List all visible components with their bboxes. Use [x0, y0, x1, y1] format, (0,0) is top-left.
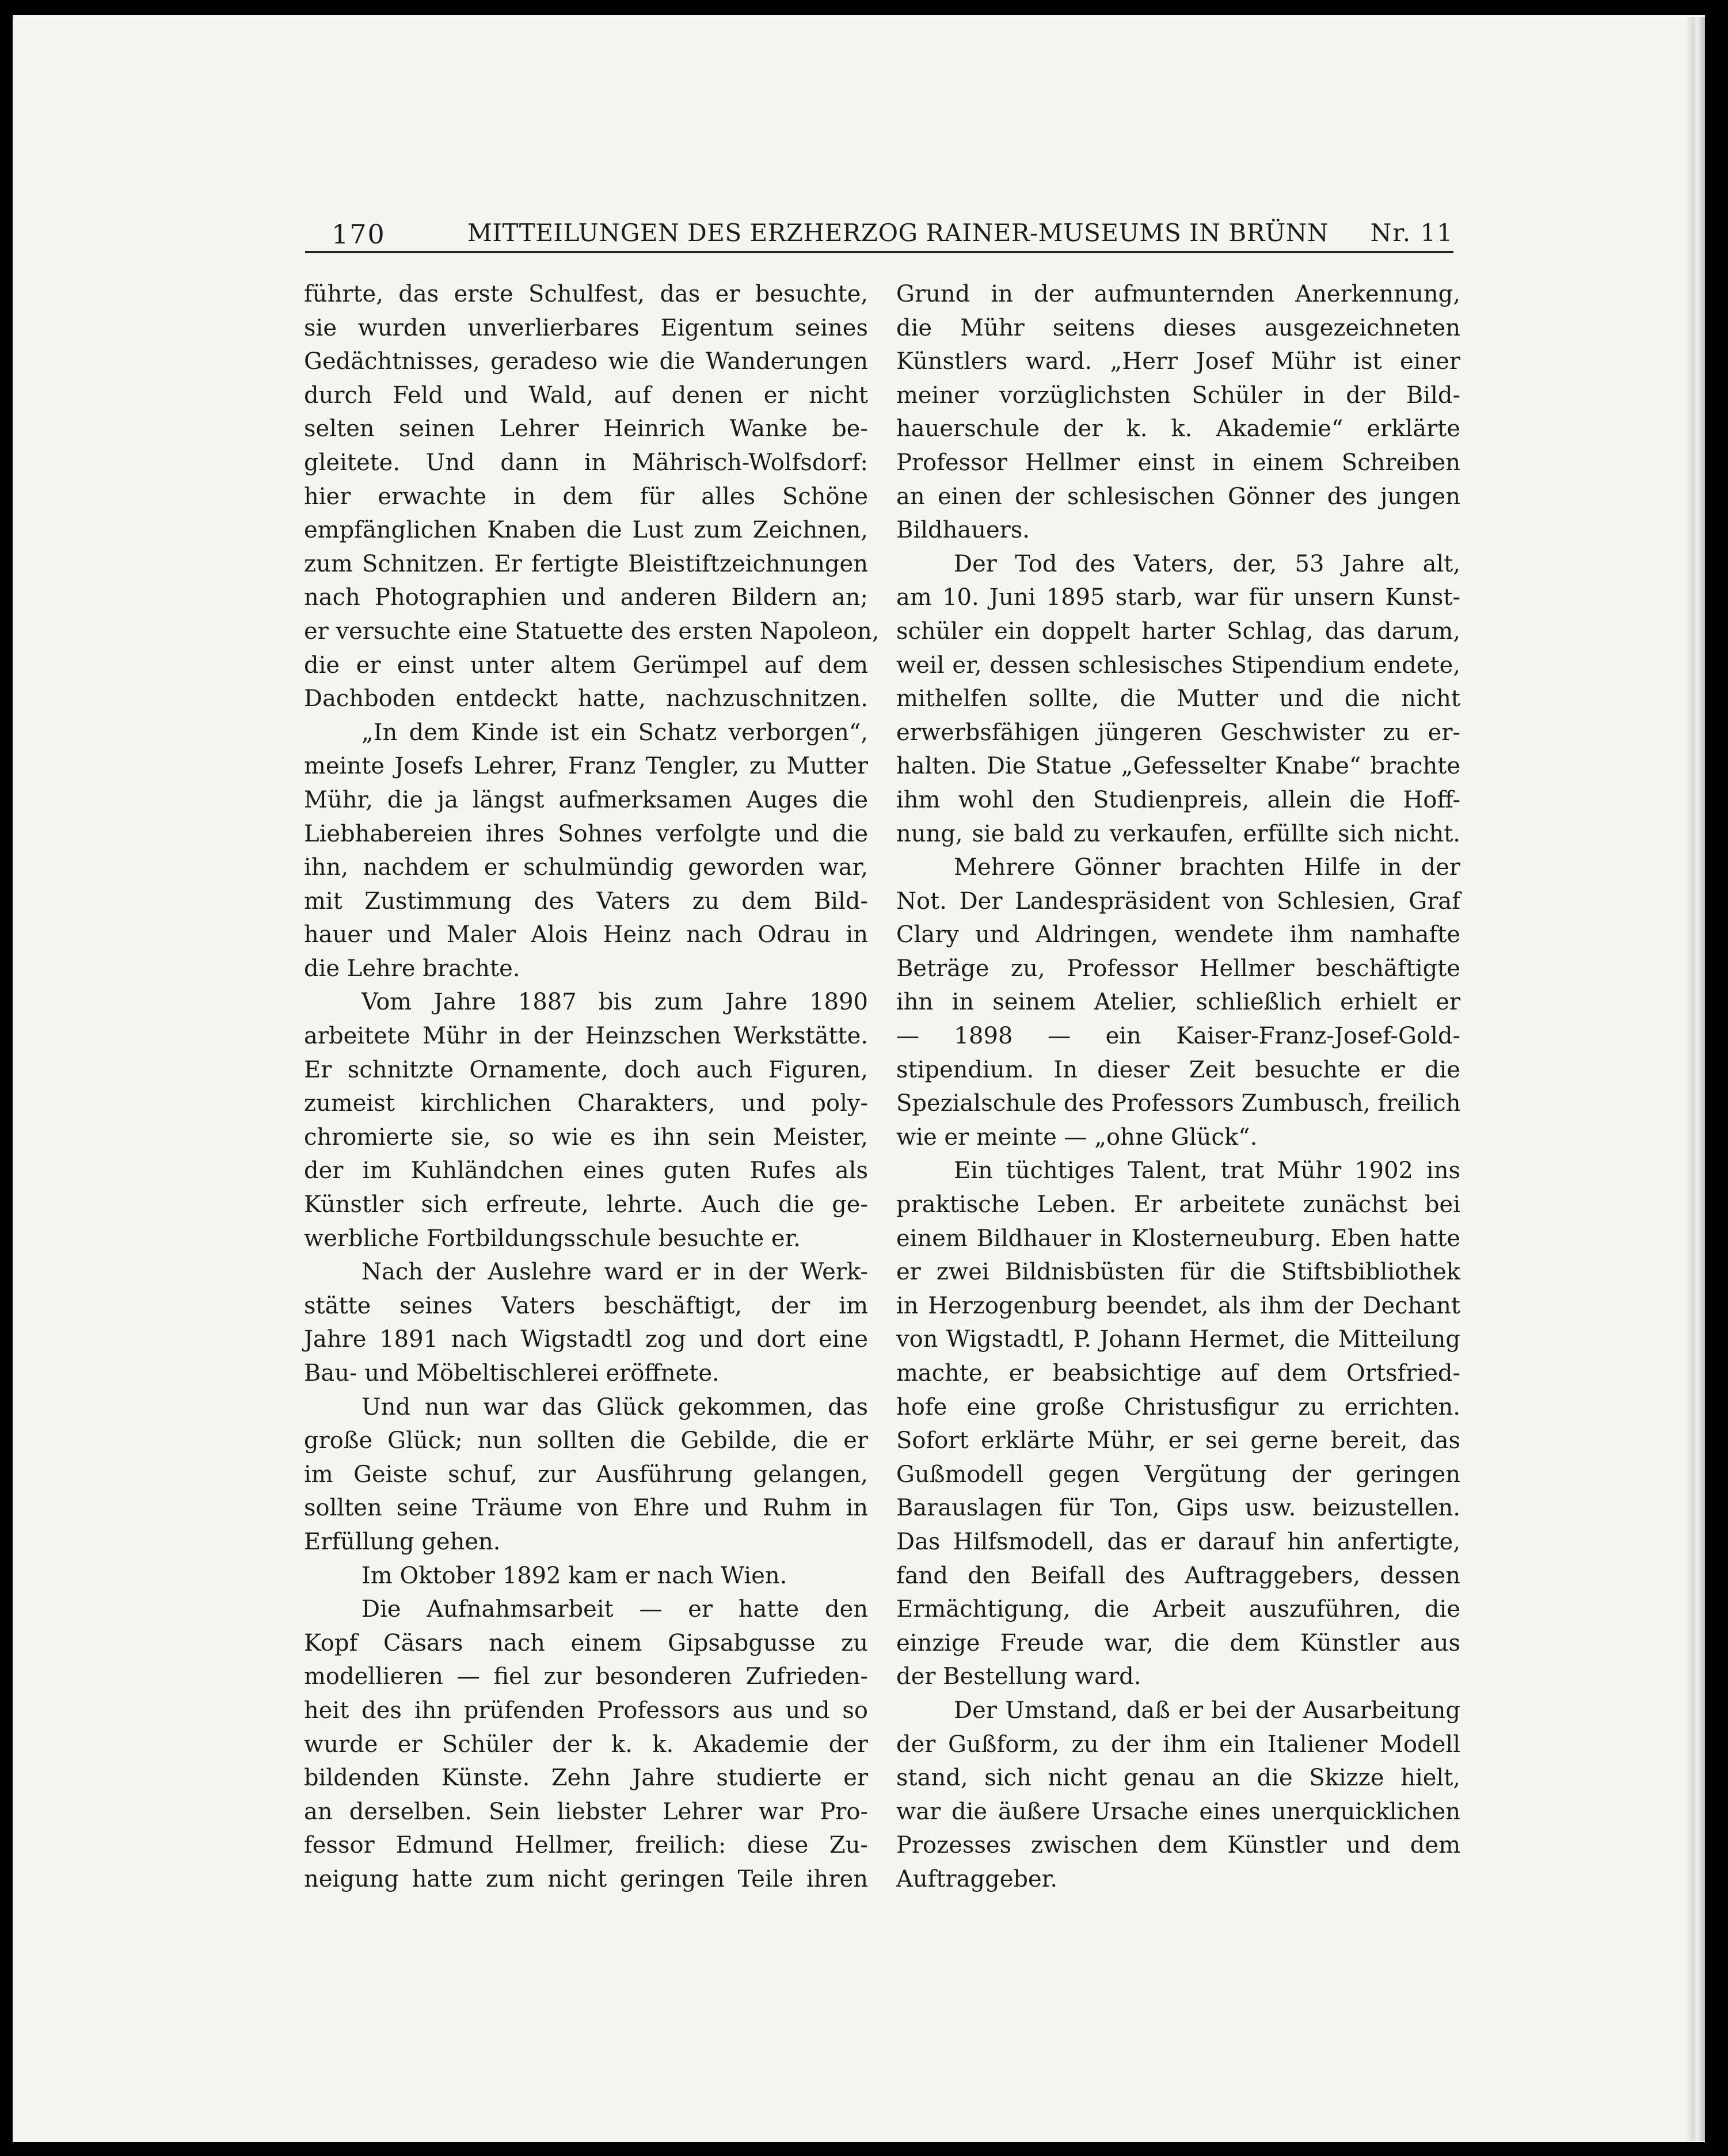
text-line: Kopf Cäsars nach einem Gipsabgusse zu: [304, 1629, 868, 1656]
text-line: zumeist kirchlichen Charakters, und poly-: [304, 1090, 868, 1117]
text-line: Liebhabereien ihres Sohnes verfolgte und die: [304, 820, 868, 847]
text-line: Künstler sich erfreute, lehrte. Auch die ge-: [304, 1191, 868, 1218]
text-line: Clary und Aldringen, wendete ihm namhafte: [896, 921, 1460, 949]
text-line: heit des ihn prüfenden Professors aus und so: [304, 1697, 868, 1724]
scan-top-edge: [576, 0, 1140, 14]
text-line: er zwei Bildnisbüsten für die Stiftsbibliothek: [896, 1259, 1460, 1286]
text-line: die Mühr seitens dieses ausgezeichneten: [896, 314, 1460, 341]
text-line: mit Zustimmung des Vaters zu dem Bild-: [304, 887, 868, 915]
text-line: empfänglichen Knaben die Lust zum Zeichnen,: [304, 517, 868, 544]
text-line: der Gußform, zu der ihm ein Italiener Modell: [896, 1731, 1460, 1758]
text-line: Die Aufnahmsarbeit — er hatte den: [361, 1596, 868, 1623]
text-line: werbliche Fortbildungsschule besuchte er.: [304, 1225, 801, 1252]
text-line: wie er meinte — „ohne Glück“.: [896, 1123, 1258, 1151]
text-line: Der Umstand, daß er bei der Ausarbeitung: [954, 1697, 1460, 1724]
text-line: der im Kuhländchen eines guten Rufes als: [304, 1157, 868, 1184]
text-line: im Geiste schuf, zur Ausführung gelangen,: [304, 1461, 868, 1488]
text-line: Gußmodell gegen Vergütung der geringen: [896, 1461, 1460, 1488]
text-line: Erfüllung gehen.: [304, 1528, 501, 1555]
text-line: ihn in seinem Atelier, schließlich erhielt er: [896, 989, 1460, 1016]
page-edge-shadow: [1685, 17, 1705, 2141]
text-line: ihn, nachdem er schulmündig geworden war,: [304, 854, 868, 881]
text-line: Das Hilfsmodell, das er darauf hin anfertigte,: [896, 1528, 1460, 1555]
text-line: fessor Edmund Hellmer, freilich: diese Zu-: [304, 1832, 868, 1859]
text-line: nach Photographien und anderen Bildern an;: [304, 584, 868, 611]
text-line: schüler ein doppelt harter Schlag, das darum,: [896, 618, 1460, 645]
text-column-right: [896, 277, 1460, 1896]
text-line: Jahre 1891 nach Wigstadtl zog und dort eine: [304, 1326, 868, 1353]
text-line: Gedächtnisses, geradeso wie die Wanderungen: [304, 348, 868, 375]
text-line: zum Schnitzen. Er fertigte Bleistiftzeichnungen: [304, 550, 868, 577]
text-line: Mühr, die ja längst aufmerksamen Auges die: [304, 786, 868, 813]
text-line: Künstlers ward. „Herr Josef Mühr ist einer: [896, 348, 1460, 375]
text-line: Sofort erklärte Mühr, er sei gerne bereit, das: [896, 1427, 1460, 1454]
text-line: Grund in der aufmunternden Anerkennung,: [896, 281, 1460, 307]
text-line: die er einst unter altem Gerümpel auf dem: [304, 652, 868, 679]
text-line: hauer und Maler Alois Heinz nach Odrau in: [304, 921, 868, 949]
text-line: hofe eine große Christusfigur zu errichten.: [896, 1393, 1460, 1420]
text-column-left: [304, 277, 880, 1896]
text-line: Und nun war das Glück gekommen, das: [361, 1393, 868, 1420]
text-line: führte, das erste Schulfest, das er besuchte,: [304, 281, 868, 307]
text-line: Auftraggeber.: [896, 1865, 1058, 1892]
text-line: stipendium. In dieser Zeit besuchte er die: [896, 1056, 1460, 1083]
text-line: einzige Freude war, die dem Künstler aus: [896, 1629, 1460, 1656]
text-line: war die äußere Ursache eines unerquicklichen: [896, 1798, 1460, 1825]
text-line: gleitete. Und dann in Mährisch-Wolfsdorf:: [304, 449, 868, 476]
text-line: meiner vorzüglichsten Schüler in der Bild-: [896, 382, 1460, 409]
header-rule: [305, 251, 1453, 253]
text-line: Vom Jahre 1887 bis zum Jahre 1890: [361, 989, 868, 1016]
text-line: Bildhauers.: [896, 517, 1030, 544]
text-line: halten. Die Statue „Gefesselter Knabe“ brachte: [896, 753, 1460, 780]
text-line: praktische Leben. Er arbeitete zunächst bei: [896, 1191, 1460, 1218]
text-line: wurde er Schüler der k. k. Akademie der: [304, 1731, 868, 1758]
text-line: der Bestellung ward.: [896, 1663, 1141, 1690]
text-line: an einen der schlesischen Gönner des jungen: [896, 483, 1460, 510]
text-line: Er schnitzte Ornamente, doch auch Figuren,: [304, 1056, 868, 1083]
text-line: mithelfen sollte, die Mutter und die nicht: [896, 685, 1460, 713]
text-line: hier erwachte in dem für alles Schöne: [304, 483, 868, 510]
text-line: Prozesses zwischen dem Künstler und dem: [896, 1832, 1460, 1859]
text-line: stätte seines Vaters beschäftigt, der im: [304, 1292, 868, 1319]
text-line: Spezialschule des Professors Zumbusch, freilich: [896, 1090, 1461, 1117]
text-line: stand, sich nicht genau an die Skizze hielt,: [896, 1765, 1460, 1792]
text-line: die Lehre brachte.: [304, 955, 520, 982]
text-line: chromierte sie, so wie es ihn sein Meister,: [304, 1123, 868, 1151]
text-line: Dachboden entdeckt hatte, nachzuschnitzen.: [304, 685, 868, 713]
text-line: selten seinen Lehrer Heinrich Wanke be-: [304, 416, 868, 443]
text-line: einem Bildhauer in Klosterneuburg. Eben hatte: [896, 1225, 1460, 1252]
text-line: meinte Josefs Lehrer, Franz Tengler, zu Mutter: [304, 753, 868, 780]
page-number: 170: [332, 219, 386, 250]
text-line: Ermächtigung, die Arbeit auszuführen, die: [896, 1596, 1460, 1623]
text-line: machte, er beabsichtige auf dem Ortsfried-: [896, 1360, 1460, 1386]
text-line: Professor Hellmer einst in einem Schreiben: [896, 449, 1460, 476]
text-line: arbeitete Mühr in der Heinzschen Werkstätte.: [304, 1023, 868, 1050]
text-line: hauerschule der k. k. Akademie“ erklärte: [896, 416, 1460, 443]
text-line: an derselben. Sein liebster Lehrer war Pro-: [304, 1798, 868, 1825]
text-line: bildenden Künste. Zehn Jahre studierte er: [304, 1765, 868, 1792]
text-line: neigung hatte zum nicht geringen Teile ihren: [304, 1865, 868, 1892]
journal-title: MITTEILUNGEN DES ERZHERZOG RAINER-MUSEUMS IN BRÜNN: [467, 219, 1329, 247]
text-line: ihm wohl den Studienpreis, allein die Hoff-: [896, 786, 1460, 813]
text-line: sie wurden unverlierbares Eigentum seines: [304, 314, 868, 341]
text-line: erwerbsfähigen jüngeren Geschwister zu er-: [896, 719, 1460, 746]
text-line: Der Tod des Vaters, der, 53 Jahre alt,: [954, 550, 1460, 577]
text-line: große Glück; nun sollten die Gebilde, die er: [304, 1427, 868, 1454]
text-line: er versuchte eine Statuette des ersten Napoleon,: [304, 618, 880, 645]
text-line: Im Oktober 1892 kam er nach Wien.: [361, 1562, 787, 1589]
text-line: fand den Beifall des Auftraggebers, dessen: [896, 1562, 1460, 1589]
text-line: Mehrere Gönner brachten Hilfe in der: [954, 854, 1460, 881]
running-header: [305, 219, 1453, 254]
text-line: von Wigstadtl, P. Johann Hermet, die Mitteilung: [896, 1326, 1460, 1353]
text-line: „In dem Kinde ist ein Schatz verborgen“,: [361, 719, 868, 746]
text-line: weil er, dessen schlesisches Stipendium endete,: [896, 652, 1460, 679]
text-line: Barauslagen für Ton, Gips usw. beizustellen.: [896, 1495, 1460, 1522]
text-line: am 10. Juni 1895 starb, war für unsern Kunst-: [896, 584, 1460, 611]
text-line: Beträge zu, Professor Hellmer beschäftigte: [896, 955, 1460, 982]
text-line: durch Feld und Wald, auf denen er nicht: [304, 382, 868, 409]
text-line: Bau- und Möbeltischlerei eröffnete.: [304, 1360, 720, 1386]
text-line: nung, sie bald zu verkaufen, erfüllte sich nicht.: [896, 820, 1460, 847]
text-line: sollten seine Träume von Ehre und Ruhm in: [304, 1495, 868, 1522]
text-line: Ein tüchtiges Talent, trat Mühr 1902 ins: [954, 1157, 1460, 1184]
text-line: modellieren — fiel zur besonderen Zufrieden-: [304, 1663, 868, 1690]
text-line: Not. Der Landespräsident von Schlesien, Graf: [896, 887, 1460, 915]
text-line: — 1898 — ein Kaiser-Franz-Josef-Gold-: [896, 1023, 1460, 1050]
text-line: in Herzogenburg beendet, als ihm der Dechant: [896, 1292, 1460, 1319]
issue-number: Nr. 11: [1370, 219, 1453, 247]
text-line: Nach der Auslehre ward er in der Werk-: [361, 1259, 868, 1286]
